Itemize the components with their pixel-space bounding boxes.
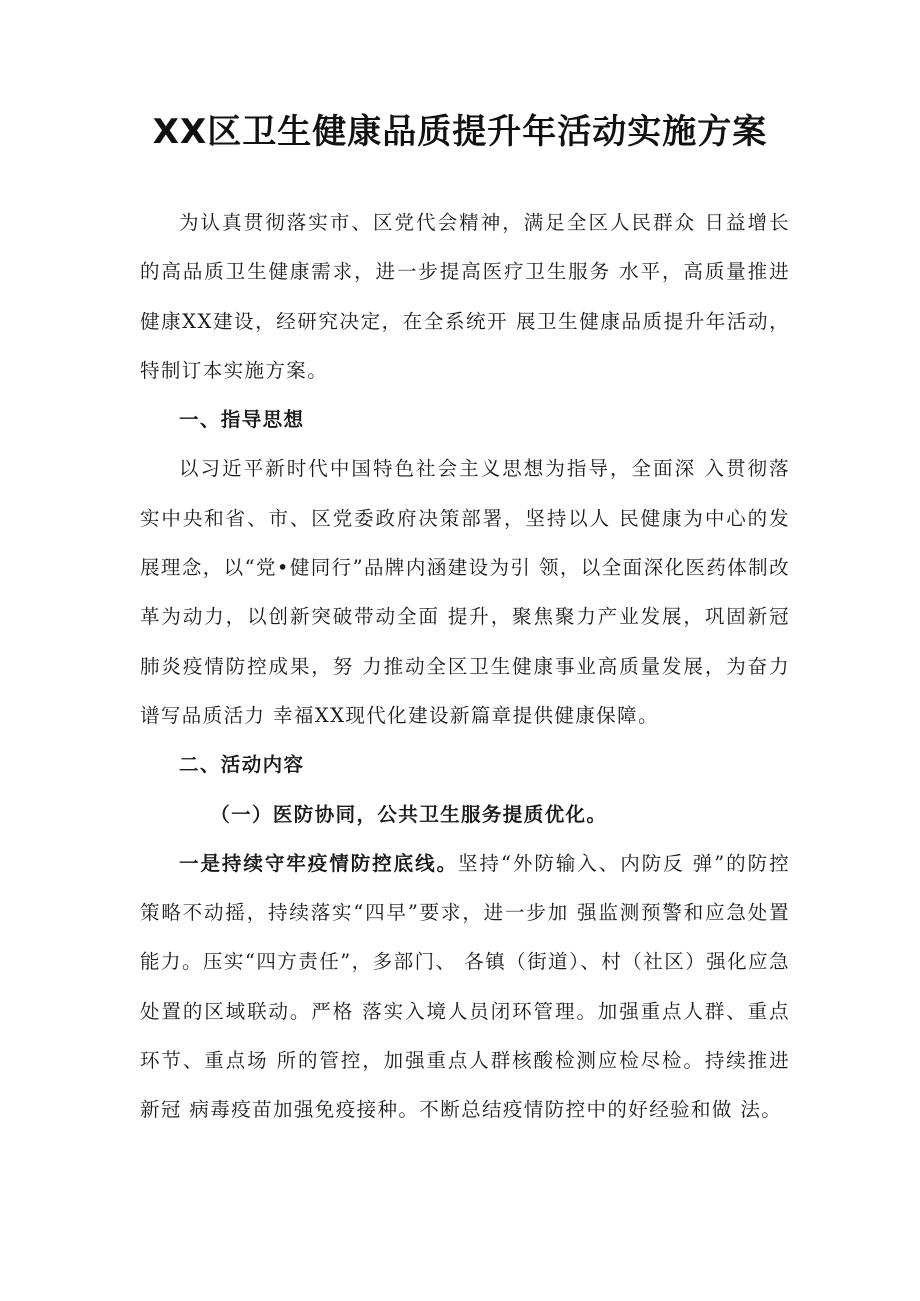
section-heading-activity-content: 二、活动内容 xyxy=(179,753,305,777)
intro-paragraph: 为认真贯彻落实市、区党代会精神，满足全区人民群众 日益增长的高品质卫生健康需求，进一步提高医疗卫生服务 水平，高质量推进健康XX建设，经研究决定，在全系统开 展卫生健康品质提升年活动，特制订本实施方案。 xyxy=(140,211,790,382)
document-body xyxy=(140,198,790,1135)
guiding-ideology-paragraph: 以习近平新时代中国特色社会主义思想为指导，全面深 入贯彻落实中央和省、市、区党委政府决策部署，坚持以人 民健康为中心的发展理念，以“党•健同行”品牌内涵建设为引 领，以全面深化医药体制改革为动力，以创新突破带动全面 提升，聚焦聚力产业发展，巩固新冠肺炎疫情防控成果，努 力推动全区卫生健康事业高质量发展，为奋力谱写品质活力 幸福XX现代化建设新篇章提供健康保障。 xyxy=(140,457,790,727)
section-heading-guiding-ideology: 一、指导思想 xyxy=(179,408,305,432)
item-paragraph-epidemic-control xyxy=(140,839,790,1135)
subsection-heading-medical-prevention: （一）医防协同，公共卫生服务提质优化。 xyxy=(210,802,608,826)
item-lead-text: 一是持续守牢疫情防控底线。 xyxy=(179,851,459,875)
item-body-text: 坚持“外防输入、内防反 弹”的防控策略不动摇，持续落实“四早”要求，进一步加 强监测预警和应急处置能力。压实“四方责任”，多部门、 各镇（街道）、村（社区）强化应急处置的区域联动。严格 落实入境人员闭环管理。加强重点人群、重点环节、重点场 所的管控，加强重点人群核酸检测应检尽检。持续推进新冠 病毒疫苗加强免疫接种。不断总结疫情防控中的好经验和做 法。 xyxy=(140,851,791,1122)
document-title: XX区卫生健康品质提升年活动实施方案 xyxy=(152,112,768,152)
